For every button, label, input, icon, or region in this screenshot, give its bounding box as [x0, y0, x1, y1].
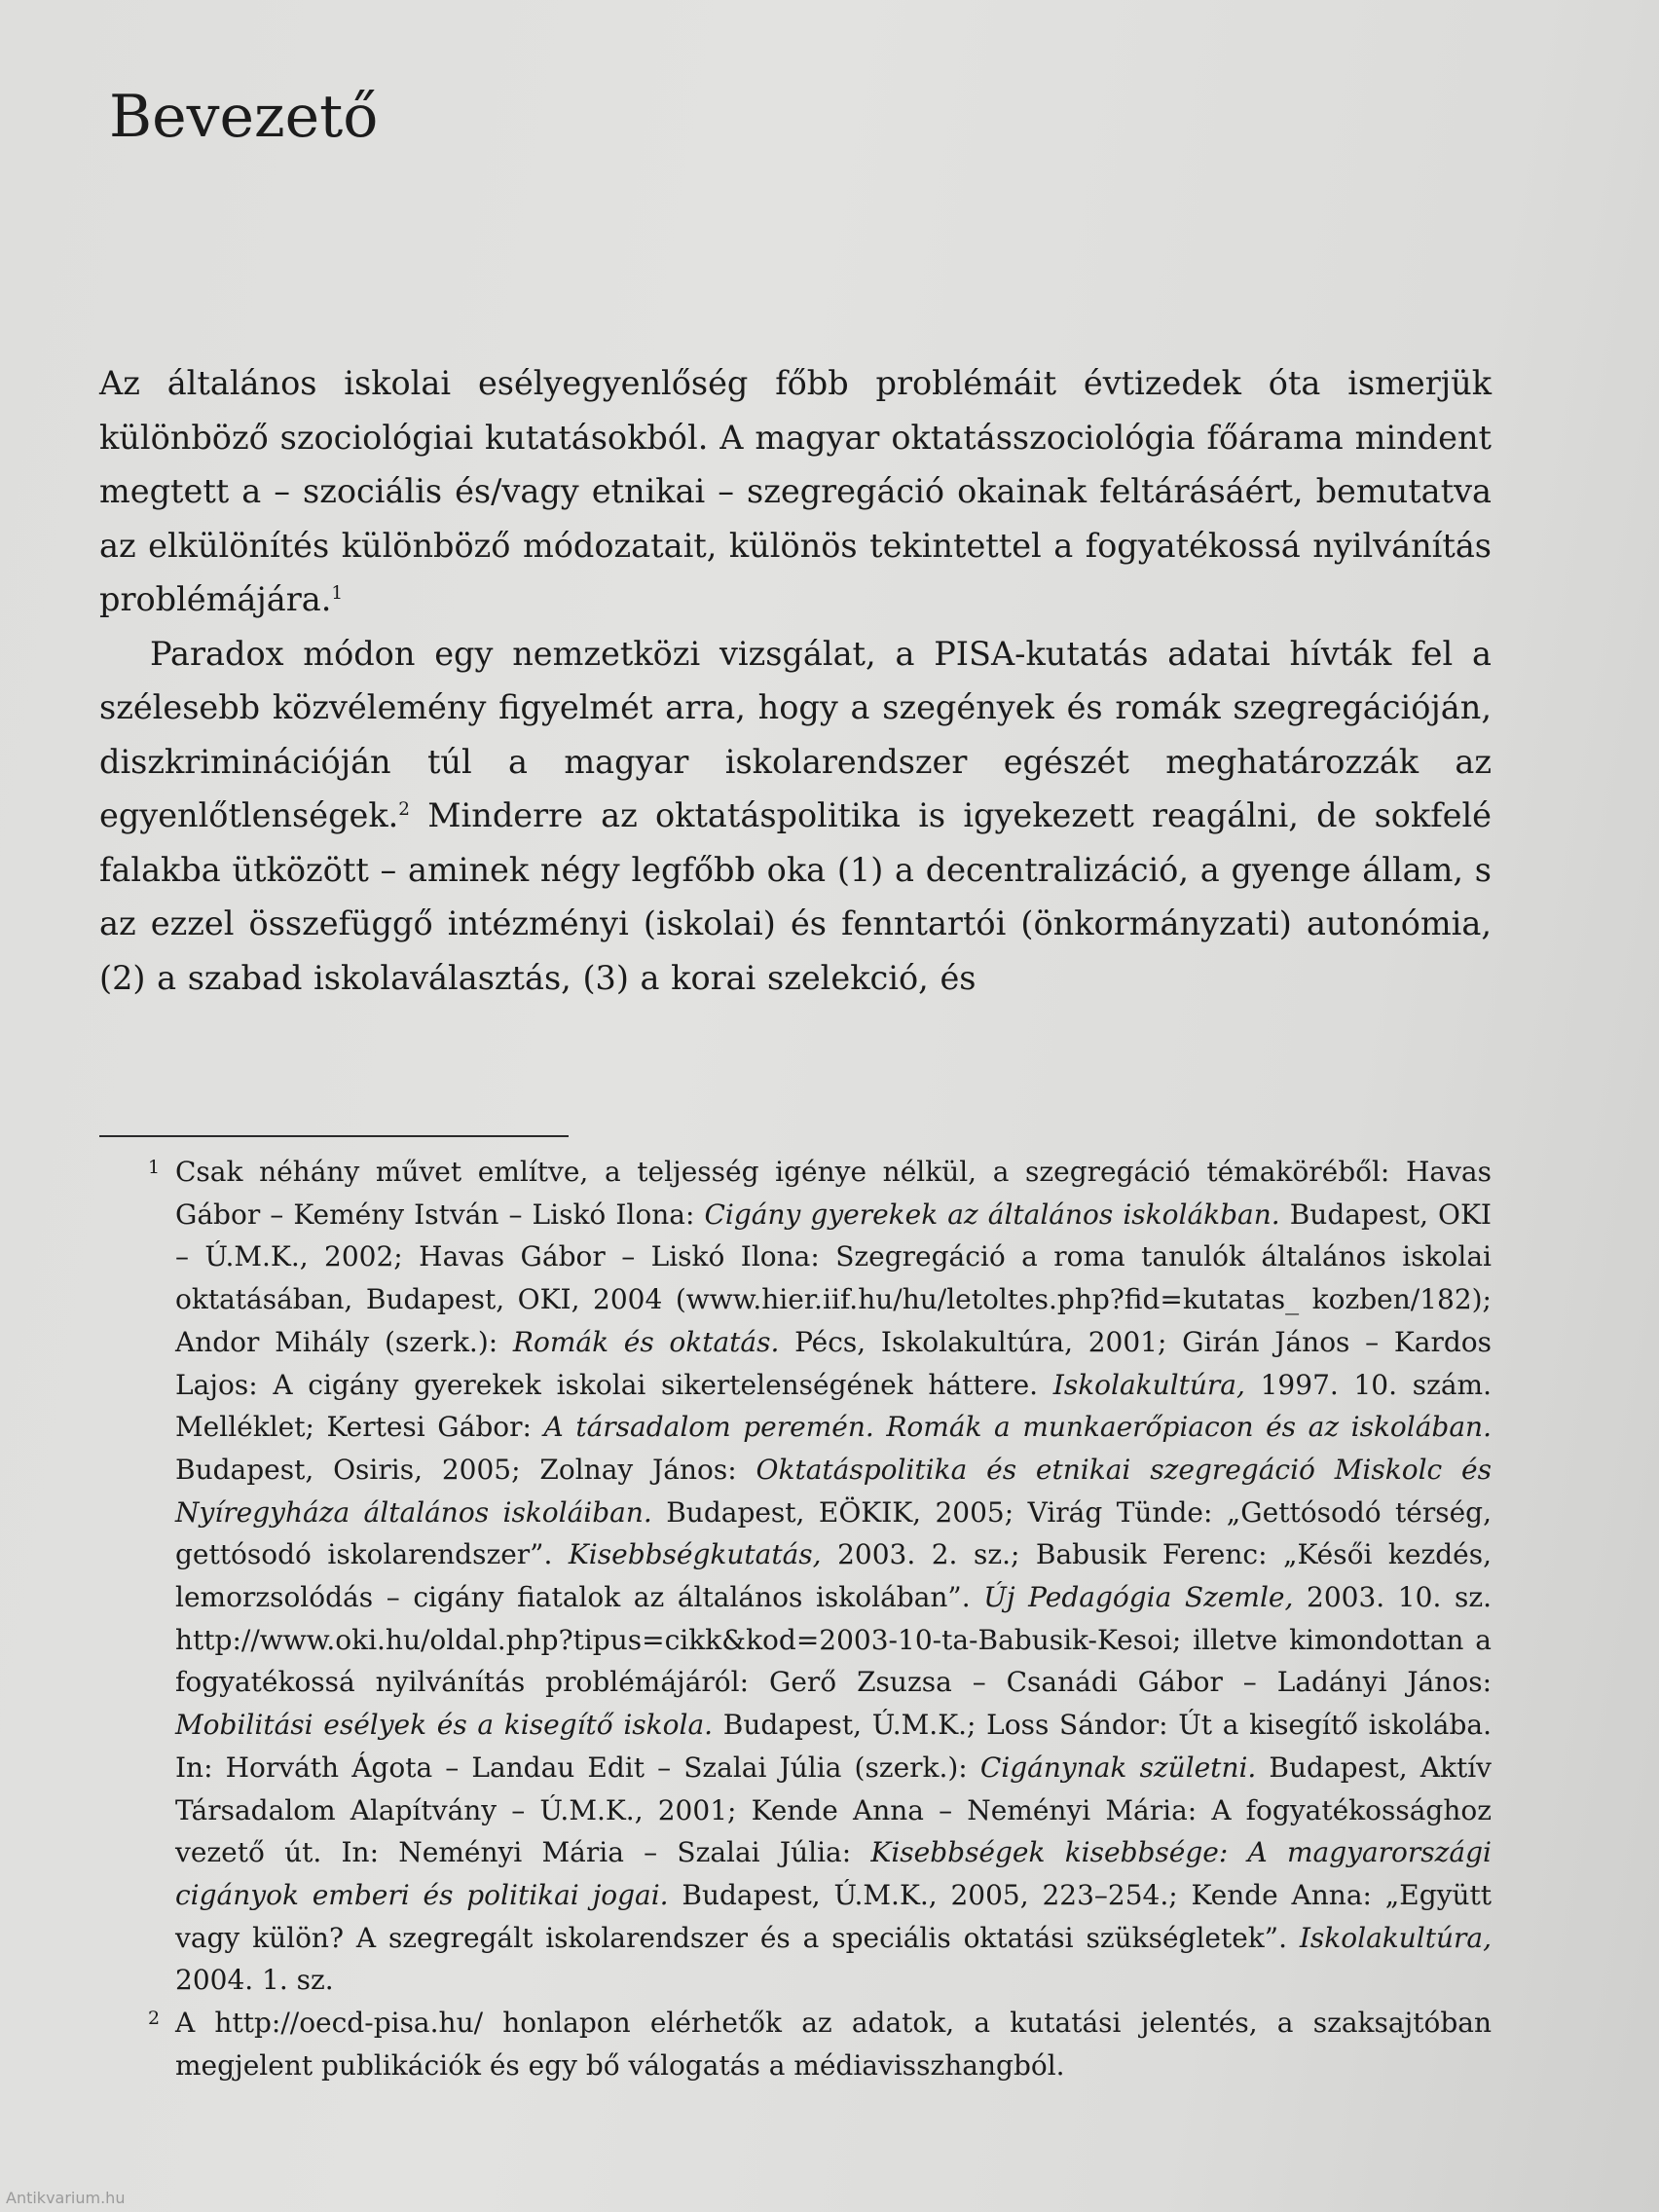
footnote-italic-title: Cigány gyerekek az általános iskolákban.	[704, 1198, 1280, 1231]
footnote-text: Budapest, EÖKIK, 2005; Virág Tünde: „Gettósodó térség, gettósodó iskolarendszer”.	[175, 1495, 1492, 1571]
footnote-italic-title: A társadalom peremén. Romák a munkaerőpiacon és az iskolában.	[543, 1411, 1492, 1444]
footnote-text: Budapest, Osiris, 2005; Zolnay János:	[175, 1453, 756, 1486]
watermark: Antikvarium.hu	[6, 2189, 126, 2207]
footnote-number: 1	[148, 1157, 161, 1178]
footnote-separator	[99, 1135, 569, 1137]
footnote-text: A http://oecd-pisa.hu/ honlapon elérhetők az adatok, a kutatási jelentés, a szaksajtóban megjelent publikációk és egy bő válogatás a médiavisszhangból.	[175, 2007, 1492, 2082]
footnote-number: 2	[148, 2008, 161, 2030]
paragraph-1	[99, 356, 1492, 627]
footnote-body	[175, 1156, 1492, 1996]
body-text	[99, 356, 1492, 1005]
paragraph-2-text-b: Minderre az oktatáspolitika is igyekezett reagálni, de sokfelé falakba ütközött – aminek négy legfőbb oka (1) a decentralizáció, a gyenge állam, s az ezzel összefüggő intézményi (iskolai) és fenntartói (önkormányzati) autonómia, (2) a szabad iskolaválasztás, (3) a korai szelekció, és	[99, 796, 1492, 997]
footnote-text: Budapest, Ú.M.K.; Loss Sándor: Út a kisegítő iskolába. In: Horváth Ágota – Landau Edit – Szalai Júlia (szerk.):	[175, 1709, 1492, 1784]
footnote-body	[175, 2007, 1492, 2082]
footnote-italic-title: Kisebbségek kisebbsége: A magyarországi cigányok emberi és politikai jogai.	[175, 1836, 1492, 1911]
footnote-ref-1: 1	[331, 582, 344, 604]
footnote-text: Csak néhány művet említve, a teljesség igénye nélkül, a szegregáció témaköréből: Havas Gábor – Kemény István – Liskó Ilona:	[175, 1156, 1492, 1231]
footnote-text: Pécs, Iskolakultúra, 2001; Girán János – Kardos Lajos: A cigány gyerekek iskolai sikertelenségének háttere.	[175, 1325, 1492, 1401]
chapter-heading: Bevezető	[109, 83, 379, 151]
footnote-2	[99, 2002, 1492, 2086]
footnote-italic-title: Iskolakultúra,	[1052, 1368, 1245, 1401]
footnote-text: 2004. 1. sz.	[175, 1964, 334, 1997]
footnote-text: Budapest, Aktív Társadalom Alapítvány – Ú.M.K., 2001; Kende Anna – Neményi Mária: A fogyatékossághoz vezető út. In: Neményi Mária – Szalai Júlia:	[175, 1751, 1492, 1869]
footnote-italic-title: Kisebbségkutatás,	[568, 1538, 822, 1571]
paragraph-1-text: Az általános iskolai esélyegyenlőség főbb problémáit évtizedek óta ismerjük különböző szociológiai kutatásokból. A magyar oktatásszociológia főárama mindent megtett a – szociális és/vagy etnikai – szegregáció okainak feltárásáért, bemutatva az elkülönítés különböző módozatait, különös tekintettel a fogyatékossá nyilvánítás problémájára.	[99, 364, 1492, 618]
paragraph-2	[99, 627, 1492, 1006]
footnote-text: 1997. 10. szám. Melléklet; Kertesi Gábor:	[175, 1368, 1493, 1444]
footnote-italic-title: Cigánynak születni.	[979, 1751, 1257, 1784]
footnote-1	[99, 1151, 1492, 2002]
footnote-text: 2003. 2. sz.; Babusik Ferenc: „Késői kezdés, lemorzsolódás – cigány fiatalok az általános iskolában”.	[175, 1538, 1492, 1614]
footnote-italic-title: Oktatáspolitika és etnikai szegregáció Miskolc és Nyíregyháza általános iskoláiban.	[175, 1453, 1492, 1529]
footnote-ref-2: 2	[398, 798, 411, 820]
footnote-italic-title: Romák és oktatás.	[512, 1325, 780, 1358]
footnote-text: Budapest, OKI – Ú.M.K., 2002; Havas Gábor – Liskó Ilona: Szegregáció a roma tanulók általános iskolai oktatásában, Budapest, OKI, 2004 (www.hier.iif.hu/hu/letoltes.php?fid=kutatas_ kozben/182); Andor Mihály (szerk.):	[175, 1198, 1492, 1358]
footnote-italic-title: Mobilitási esélyek és a kisegítő iskola.	[175, 1709, 714, 1742]
footnote-italic-title: Új Pedagógia Szemle,	[983, 1581, 1294, 1614]
paragraph-2-text-a: Paradox módon egy nemzetközi vizsgálat, a PISA-kutatás adatai hívták fel a szélesebb közvélemény figyelmét arra, hogy a szegények és romák szegregációján, diszkriminációján túl a magyar iskolarendszer egészét meghatározzák az egyenlőtlenségek.	[99, 634, 1492, 834]
footnote-italic-title: Iskolakultúra,	[1299, 1921, 1492, 1954]
footnotes	[99, 1151, 1492, 2086]
footnote-text: 2003. 10. sz. http://www.oki.hu/oldal.php?tipus=cikk&kod=2003-10-ta-Babusik-Kesoi; illetve kimondottan a fogyatékossá nyilvánítás problémájáról: Gerő Zsuzsa – Csanádi Gábor – Ladányi János:	[175, 1581, 1492, 1699]
footnote-text: Budapest, Ú.M.K., 2005, 223–254.; Kende Anna: „Együtt vagy külön? A szegregált iskolarendszer és a speciális oktatási szükségletek”.	[175, 1878, 1493, 1954]
